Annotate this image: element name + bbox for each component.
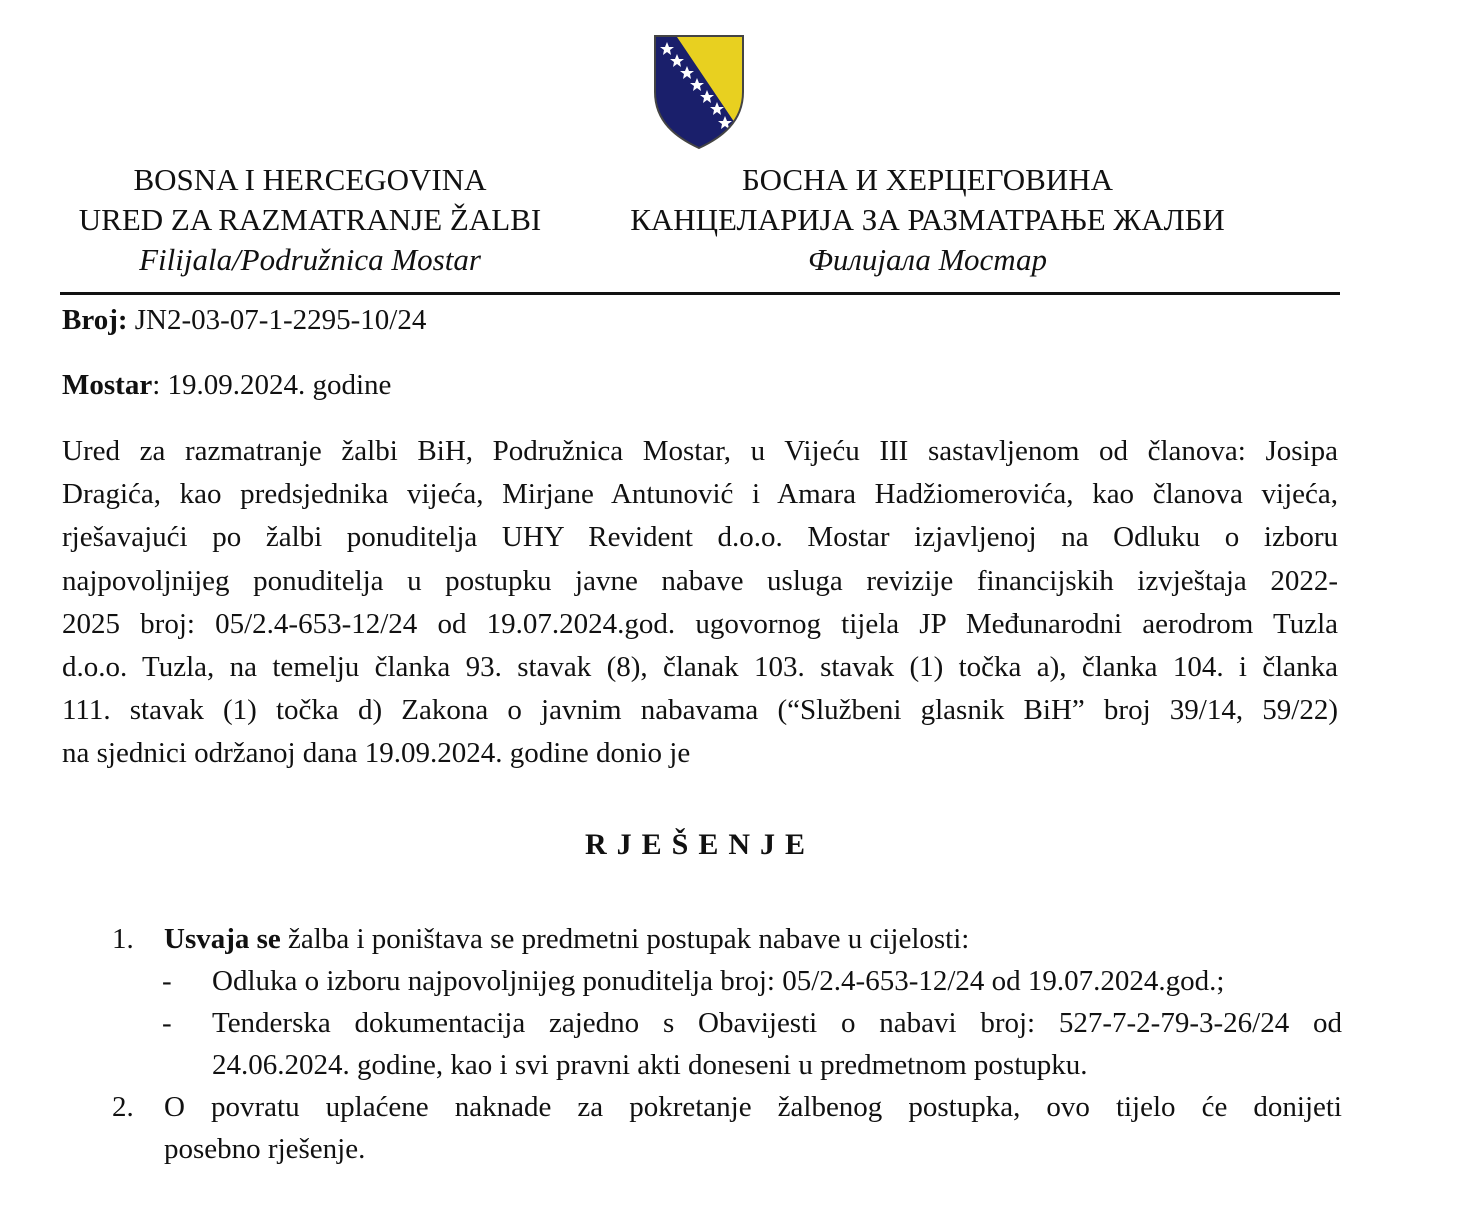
decision-subitem-1 (112, 960, 1342, 1002)
country-name-latin: BOSNA I HERCEGOVINA (133, 162, 487, 197)
item-2-line-2: posebno rješenje. (164, 1133, 366, 1165)
header-divider (60, 292, 1340, 295)
office-name-latin: URED ZA RAZMATRANJE ŽALBI (78, 202, 542, 237)
coat-of-arms-logo (653, 34, 745, 150)
branch-name-cyrillic: Филијала Мостар (807, 242, 1048, 277)
intro-line: d.o.o. Tuzla, na temelju članka 93. stavak (8), članak 103. stavak (1) točka a), članka 104. i članka (62, 651, 1338, 684)
intro-line: najpovoljnijeg ponuditelja u postupku javne nabave usluga revizije financijskih izvještaja 2022- (62, 564, 1338, 597)
item-number: 2. (112, 1091, 134, 1123)
header-latin (40, 160, 580, 280)
document-number-label: Broj: (62, 304, 128, 336)
country-name-cyrillic: БОСНА И ХЕРЦЕГОВИНА (742, 162, 1113, 197)
office-name-cyrillic: КАНЦЕЛАРИЈА ЗА РАЗМАТРАЊЕ ЖАЛБИ (630, 202, 1225, 237)
subitem-2-line-1: Tenderska dokumentacija zajedno s Obavijesti o nabavi broj: 527-7-2-79-3-26/24 od (212, 1007, 1342, 1039)
intro-line: rješavajući po žalbi ponuditelja UHY Revident d.o.o. Mostar izjavljenoj na Odluku o izboru (62, 521, 1338, 554)
decision-subitem-2 (112, 1002, 1342, 1086)
intro-line: na sjednici održanoj dana 19.09.2024. godine donio je (62, 737, 691, 770)
branch-name-latin: Filijala/Podružnica Mostar (139, 242, 481, 277)
document-number (62, 302, 426, 338)
list-dash: - (162, 1007, 172, 1039)
document-date-value: : 19.09.2024. godine (152, 369, 392, 401)
document-number-value: JN2-03-07-1-2295-10/24 (127, 304, 427, 336)
intro-line: Ured za razmatranje žalbi BiH, Podružnica Mostar, u Vijeću III sastavljenom od članova: Josipa (62, 435, 1338, 467)
decision-item-2 (112, 1086, 1342, 1170)
intro-line: Dragića, kao predsjednika vijeća, Mirjane Antunović i Amara Hadžiomerovića, kao članova vijeća, (62, 478, 1338, 511)
item-1-bold: Usvaja se (164, 923, 281, 955)
item-1-rest: žalba i poništava se predmetni postupak nabave u cijelosti: (280, 923, 970, 955)
item-number: 1. (112, 923, 134, 955)
document-place-label: Mostar (62, 369, 153, 401)
item-1-text (164, 918, 1342, 960)
intro-line: 2025 broj: 05/2.4-653-12/24 od 19.07.2024.god. ugovornog tijela JP Međunarodni aerodrom Tuzla (62, 607, 1338, 640)
item-2-line-1: O povratu uplaćene naknade za pokretanje žalbenog postupka, ovo tijelo će donijeti (164, 1091, 1342, 1123)
intro-line: 111. stavak (1) točka d) Zakona o javnim nabavama (“Službeni glasnik BiH” broj 39/14, 59/22) (62, 694, 1338, 727)
intro-paragraph (62, 430, 1338, 776)
decision-list (112, 918, 1342, 1170)
decision-item-1 (112, 918, 1342, 960)
header-cyrillic (620, 160, 1235, 280)
subitem-2-line-2: 24.06.2024. godine, kao i svi pravni akti doneseni u predmetnom postupku. (212, 1049, 1088, 1081)
list-dash: - (162, 965, 172, 997)
document-place-date (62, 367, 391, 403)
decision-title: RJEŠENJE (584, 828, 816, 861)
subitem-1-text: Odluka o izboru najpovoljnijeg ponuditelja broj: 05/2.4-653-12/24 od 19.07.2024.god.; (212, 965, 1225, 997)
